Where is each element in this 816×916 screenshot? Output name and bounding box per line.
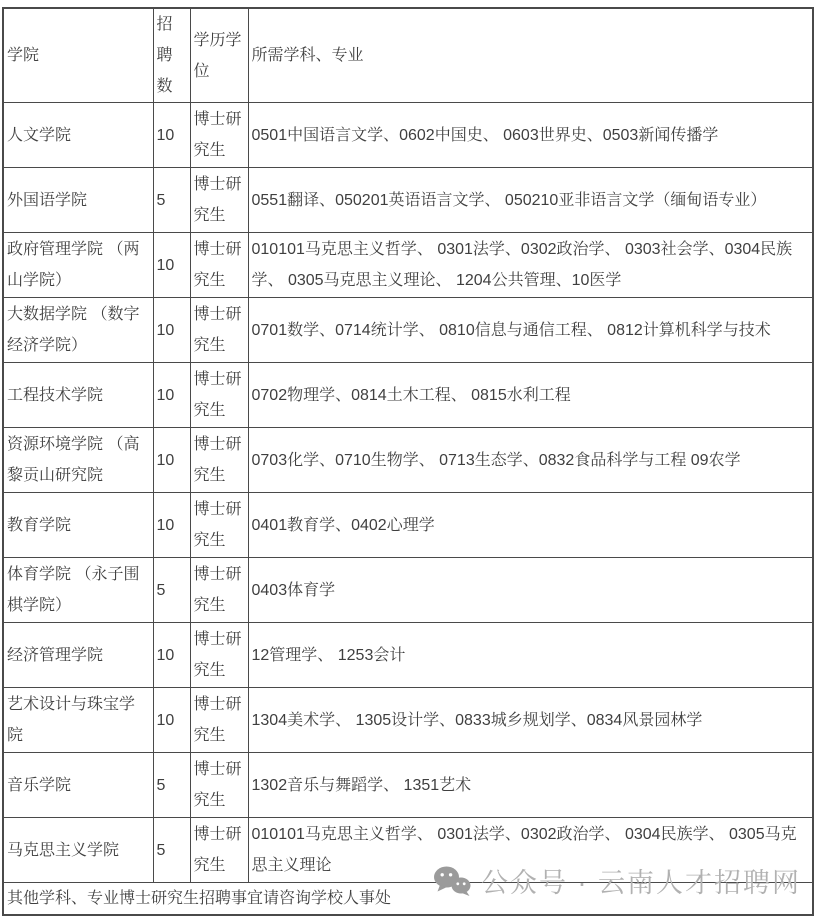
count-cell: 10 <box>153 363 190 428</box>
header-row <box>3 8 813 103</box>
majors-cell: 0401教育学、0402心理学 <box>248 493 813 558</box>
table-row <box>3 818 813 883</box>
degree-cell: 博士研究生 <box>190 298 248 363</box>
count-cell: 5 <box>153 818 190 883</box>
college-cell: 外国语学院 <box>3 168 153 233</box>
majors-cell: 0702物理学、0814土木工程、 0815水利工程 <box>248 363 813 428</box>
table-row <box>3 753 813 818</box>
count-cell: 5 <box>153 168 190 233</box>
majors-cell: 0403体育学 <box>248 558 813 623</box>
college-cell: 音乐学院 <box>3 753 153 818</box>
count-cell: 5 <box>153 753 190 818</box>
table-row <box>3 623 813 688</box>
college-cell: 工程技术学院 <box>3 363 153 428</box>
degree-cell: 博士研究生 <box>190 233 248 298</box>
table-row <box>3 103 813 168</box>
table-body <box>3 103 813 883</box>
table-row <box>3 233 813 298</box>
degree-cell: 博士研究生 <box>190 623 248 688</box>
college-cell: 艺术设计与珠宝学院 <box>3 688 153 753</box>
degree-cell: 博士研究生 <box>190 103 248 168</box>
college-cell: 马克思主义学院 <box>3 818 153 883</box>
table-row <box>3 688 813 753</box>
header-degree: 学历学位 <box>190 8 248 103</box>
count-cell: 10 <box>153 623 190 688</box>
count-cell: 10 <box>153 493 190 558</box>
majors-cell: 1304美术学、 1305设计学、0833城乡规划学、0834风景园林学 <box>248 688 813 753</box>
count-cell: 10 <box>153 103 190 168</box>
count-cell: 10 <box>153 233 190 298</box>
majors-cell: 0703化学、0710生物学、 0713生态学、0832食品科学与工程 09农学 <box>248 428 813 493</box>
count-cell: 10 <box>153 428 190 493</box>
footer-row <box>3 883 813 916</box>
degree-cell: 博士研究生 <box>190 688 248 753</box>
college-cell: 人文学院 <box>3 103 153 168</box>
degree-cell: 博士研究生 <box>190 493 248 558</box>
college-cell: 大数据学院 （数字经济学院） <box>3 298 153 363</box>
header-count: 招聘数 <box>153 8 190 103</box>
college-cell: 政府管理学院 （两山学院） <box>3 233 153 298</box>
degree-cell: 博士研究生 <box>190 818 248 883</box>
degree-cell: 博士研究生 <box>190 753 248 818</box>
count-cell: 10 <box>153 688 190 753</box>
watermark-text: 公众号 · 云南人才招聘网 <box>481 868 801 898</box>
footer-note: 其他学科、专业博士研究生招聘事宜请咨询学校人事处 <box>3 883 813 916</box>
table-row <box>3 363 813 428</box>
college-cell: 体育学院 （永子围棋学院） <box>3 558 153 623</box>
majors-cell: 010101马克思主义哲学、 0301法学、0302政治学、 0303社会学、0304民族学、 0305马克思主义理论、 1204公共管理、10医学 <box>248 233 813 298</box>
recruitment-table <box>2 7 814 916</box>
college-cell: 资源环境学院 （高黎贡山研究院 <box>3 428 153 493</box>
majors-cell: 0701数学、0714统计学、 0810信息与通信工程、 0812计算机科学与技术 <box>248 298 813 363</box>
college-cell: 经济管理学院 <box>3 623 153 688</box>
majors-cell: 12管理学、 1253会计 <box>248 623 813 688</box>
college-cell: 教育学院 <box>3 493 153 558</box>
header-college: 学院 <box>3 8 153 103</box>
table-row <box>3 428 813 493</box>
table-row <box>3 168 813 233</box>
table-row <box>3 298 813 363</box>
count-cell: 10 <box>153 298 190 363</box>
majors-cell: 1302音乐与舞蹈学、 1351艺术 <box>248 753 813 818</box>
table-row <box>3 493 813 558</box>
table-row <box>3 558 813 623</box>
count-cell: 5 <box>153 558 190 623</box>
degree-cell: 博士研究生 <box>190 558 248 623</box>
degree-cell: 博士研究生 <box>190 428 248 493</box>
degree-cell: 博士研究生 <box>190 363 248 428</box>
majors-cell: 0551翻译、050201英语语言文学、 050210亚非语言文学（缅甸语专业） <box>248 168 813 233</box>
degree-cell: 博士研究生 <box>190 168 248 233</box>
majors-cell: 010101马克思主义哲学、 0301法学、0302政治学、 0304民族学、 0305马克思主义理论 <box>248 818 813 883</box>
majors-cell: 0501中国语言文学、0602中国史、 0603世界史、0503新闻传播学 <box>248 103 813 168</box>
header-majors: 所需学科、专业 <box>248 8 813 103</box>
